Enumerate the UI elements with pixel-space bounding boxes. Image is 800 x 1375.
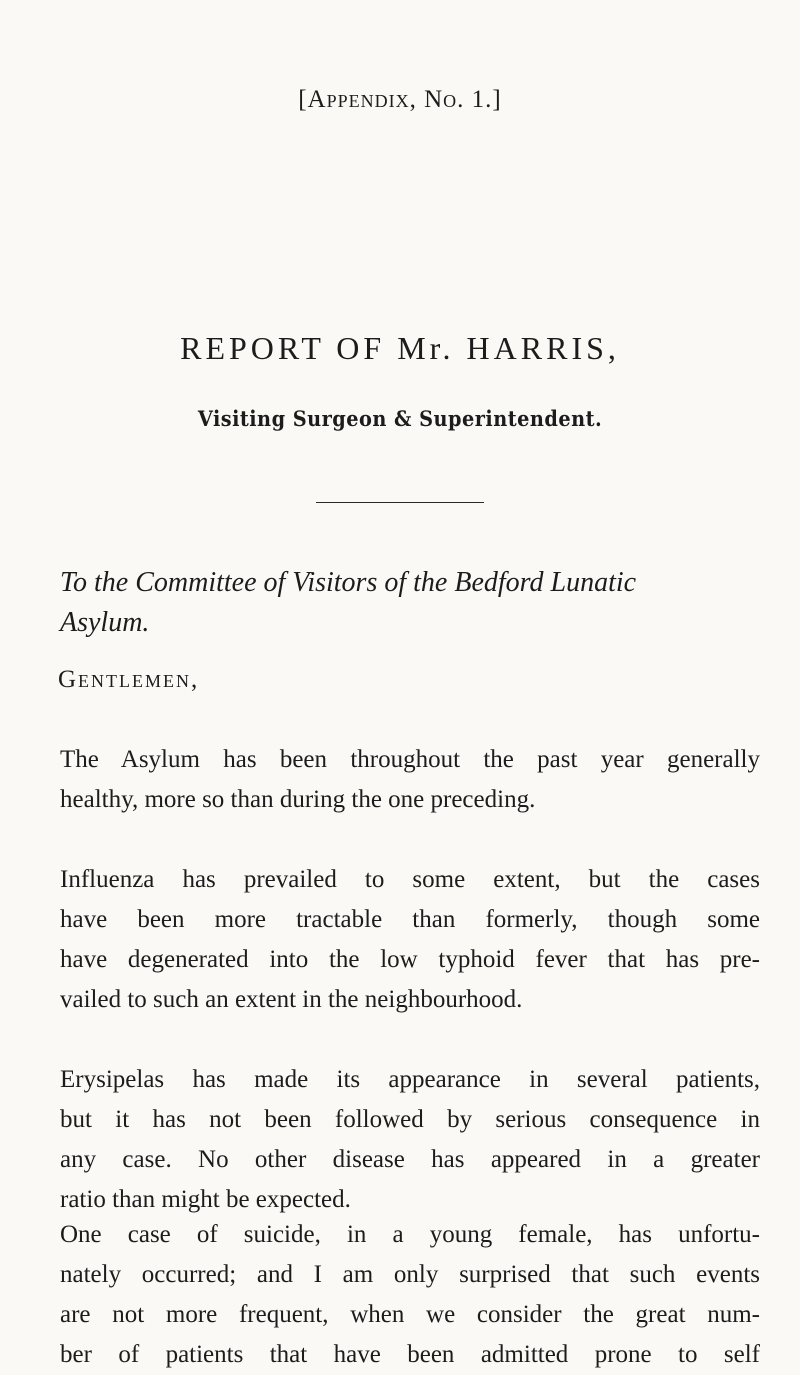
report-title: REPORT OF Mr. HARRIS, [180, 330, 620, 366]
paragraph-line: Erysipelas has made its appearance in several patients, [60, 1066, 760, 1093]
salutation: Gentlemen, [58, 666, 200, 693]
paragraph-line: nately occurred; and I am only surprised that such events [60, 1261, 760, 1288]
paragraph-line: have degenerated into the low typhoid fever that has pre- [60, 946, 760, 973]
paragraph-line: One case of suicide, in a young female, has unfortu- [60, 1221, 760, 1248]
paragraph-line: have been more tractable than formerly, though some [60, 906, 760, 933]
paragraph-line: vailed to such an extent in the neighbourhood. [60, 986, 523, 1013]
paragraph-line: any case. No other disease has appeared in a greater [60, 1146, 760, 1173]
divider-rule [316, 502, 484, 503]
paragraph-line: ber of patients that have been admitted prone to self [60, 1341, 760, 1368]
paragraph-line: are not more frequent, when we consider the great num- [60, 1301, 760, 1328]
paragraph-line: ratio than might be expected. [60, 1186, 351, 1213]
paragraph-3 [60, 1060, 760, 1220]
paragraph-line: healthy, more so than during the one preceding. [60, 786, 536, 813]
address-line-2: Asylum. [60, 607, 150, 638]
address-line-1: To the Committee of Visitors of the Bedford Lunatic [60, 567, 637, 598]
paragraph-line: Influenza has prevailed to some extent, but the cases [60, 866, 760, 893]
paragraph-line: The Asylum has been throughout the past year generally [60, 746, 760, 773]
appendix-heading: [Appendix, No. 1.] [298, 86, 502, 113]
address-heading [60, 563, 760, 643]
paragraph-4 [60, 1215, 760, 1375]
paragraph-line: but it has not been followed by serious consequence in [60, 1106, 760, 1133]
report-subtitle: Visiting Surgeon & Superintendent. [197, 406, 603, 431]
paragraph-2 [60, 860, 760, 1020]
paragraph-1 [60, 740, 760, 820]
